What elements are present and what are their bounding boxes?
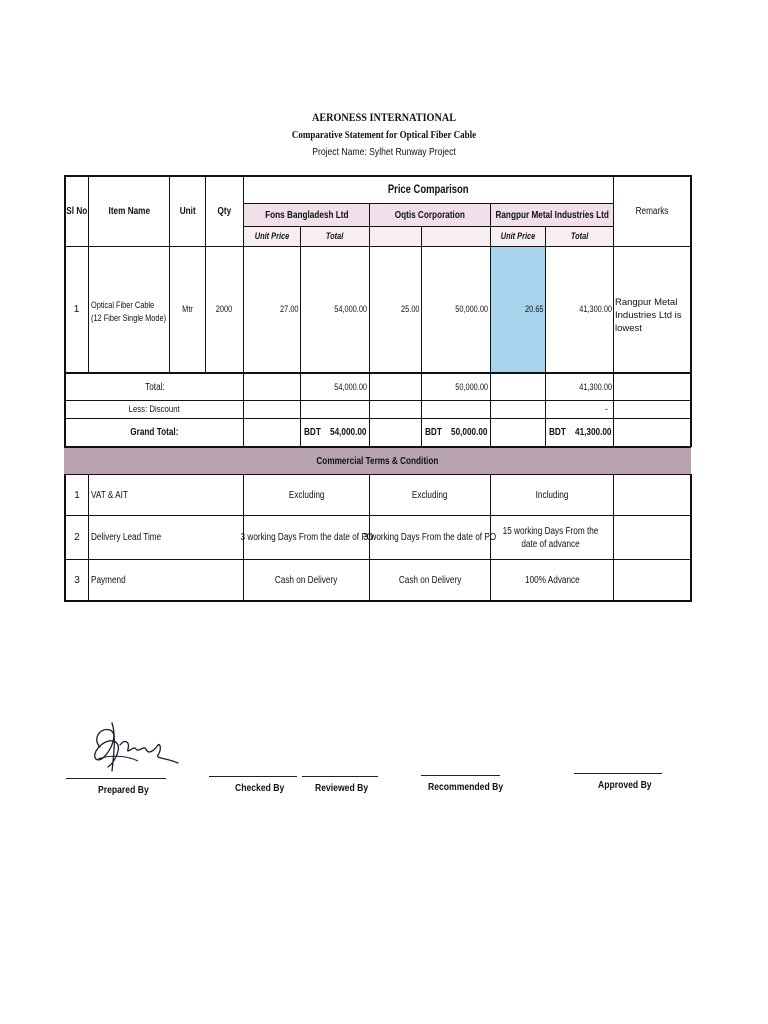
item-name-line2: (12 Fiber Single Mode)	[91, 313, 167, 323]
fons-total: 54,000.00	[334, 304, 367, 314]
grand-total-label: Grand Total:	[130, 427, 179, 438]
reviewed-line	[302, 776, 378, 777]
vendor-rangpur-metal: Rangpur Metal Industries Ltd	[495, 209, 609, 221]
fons-total-header: Total	[326, 231, 344, 241]
item-sl: 1	[73, 304, 80, 315]
terms-row-1-sl: 1	[74, 489, 80, 501]
company-name: AERONESS INTERNATIONAL	[311, 110, 457, 124]
terms-row-3-fons: Cash on Delivery	[275, 574, 338, 586]
fons-grand-total: 54,000.00	[329, 427, 366, 438]
approved-line	[574, 773, 662, 774]
header-unit: Unit	[179, 205, 196, 217]
item-qty: 2000	[216, 304, 233, 314]
prepared-line	[66, 778, 166, 779]
total-label: Total:	[144, 381, 165, 393]
oqtis-sum: 50,000.00	[455, 381, 488, 392]
document-title: Comparative Statement for Optical Fiber Cable	[291, 129, 477, 141]
fons-grand-currency: BDT	[304, 427, 321, 438]
oqtis-grand-currency: BDT	[425, 427, 442, 438]
oqtis-total: 50,000.00	[455, 304, 488, 314]
vendor-fons-bangladesh: Fons Bangladesh Ltd	[264, 209, 349, 221]
terms-row-2-fons: 3 working Days From the date of PO	[240, 532, 373, 543]
checked-line	[209, 776, 297, 777]
oqtis-unit-price: 25.00	[401, 304, 420, 314]
header-qty: Qty	[217, 205, 232, 217]
rangpur-total: 41,300.00	[579, 304, 612, 314]
fons-unit-price-header: Unit Price	[254, 231, 290, 241]
terms-row-2-oqtis: 3 working Days From the date of PO	[363, 532, 497, 543]
item-name	[91, 299, 169, 329]
approved-by-label: Approved By	[598, 779, 652, 791]
terms-row-3-oqtis: Cash on Delivery	[398, 574, 462, 586]
header-remarks: Remarks	[635, 205, 669, 217]
terms-row-3-rangpur: 100% Advance	[524, 574, 580, 586]
rangpur-unit-price-header: Unit Price	[500, 231, 536, 241]
header-item-name: Item Name	[108, 205, 150, 217]
oqtis-grand-total: 50,000.00	[450, 427, 487, 438]
rangpur-grand-total: 41,300.00	[574, 427, 611, 438]
terms-row-1-fons: Excluding	[288, 489, 325, 501]
header-sl-no: Sl No	[66, 205, 87, 217]
recommended-line	[421, 775, 500, 776]
fons-sum: 54,000.00	[334, 381, 367, 392]
terms-row-2-rangpur: 15 working Days From the date of advance	[502, 525, 599, 550]
rangpur-discount-mark: -	[605, 404, 608, 414]
handwritten-signature	[78, 715, 188, 780]
discount-label: Less: Discount	[128, 404, 181, 415]
terms-row-1-label: VAT & AIT	[91, 489, 128, 501]
rangpur-total-header: Total	[570, 231, 589, 241]
terms-row-2-label: Delivery Lead Time	[91, 532, 162, 543]
rangpur-grand-currency: BDT	[549, 427, 566, 438]
terms-row-3-sl: 3	[74, 574, 80, 586]
rangpur-unit-price: 20.65	[525, 304, 544, 314]
item-name-line1: Optical Fiber Cable	[91, 300, 155, 310]
project-name: Project Name: Sylhet Runway Project	[312, 146, 456, 158]
fons-unit-price: 27.00	[280, 304, 299, 314]
terms-row-3-label: Paymend	[91, 574, 126, 586]
terms-row-1-rangpur: Including	[535, 489, 569, 501]
header-price-comparison: Price Comparison	[388, 183, 469, 196]
terms-header: Commercial Terms & Condition	[316, 455, 439, 467]
reviewed-by-label: Reviewed By	[315, 782, 369, 794]
prepared-by-label: Prepared By	[98, 784, 149, 796]
terms-row-2-sl: 2	[74, 532, 80, 543]
terms-row-1-oqtis: Excluding	[412, 489, 448, 501]
item-remarks: Rangpur Metal Industries Ltd is lowest	[615, 297, 682, 334]
item-unit: Mtr	[182, 304, 193, 314]
recommended-by-label: Recommended By	[428, 781, 504, 793]
checked-by-label: Checked By	[235, 782, 285, 794]
vendor-oqtis-corporation: Oqtis Corporation	[394, 209, 466, 221]
rangpur-sum: 41,300.00	[579, 381, 612, 392]
